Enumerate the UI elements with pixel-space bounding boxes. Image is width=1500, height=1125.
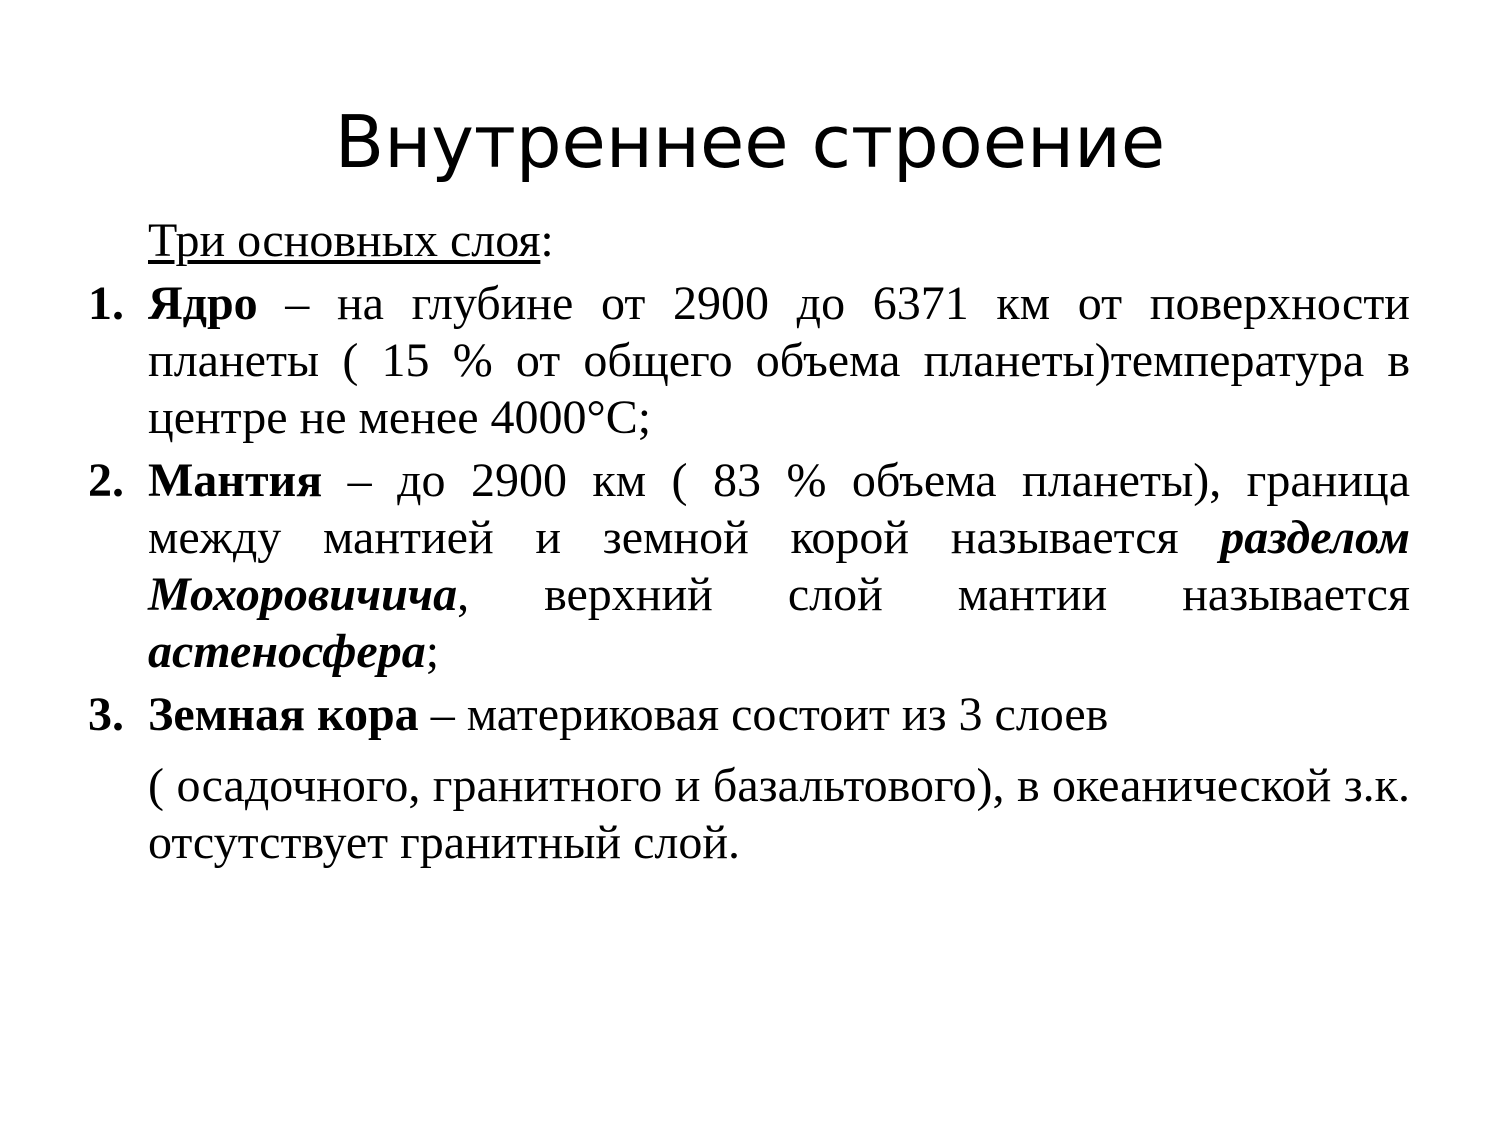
mantle-description: – до 2900 км ( 83 % объема планеты), граница между мантией и земной корой называется (148, 454, 1410, 564)
crust-description: – материковая состоит из 3 слоев (418, 688, 1109, 741)
list-item-core (88, 275, 1410, 446)
term-core: Ядро (148, 277, 258, 330)
intro-colon: : (540, 214, 554, 267)
term-crust: Земная кора (148, 688, 419, 741)
term-asthenosphere: астеносфера (148, 625, 426, 678)
list-item-crust (88, 686, 1410, 871)
slide-title: Внутреннее строение (334, 100, 1166, 184)
list-number: 3. (88, 688, 124, 741)
layers-list (88, 275, 1410, 871)
list-number: 1. (88, 277, 124, 330)
mantle-paragraph (148, 452, 1410, 680)
intro-line (88, 212, 1410, 269)
core-description: – на глубине от 2900 до 6371 км от поверхности планеты ( 15 % от общего объема планеты)температура в центре не менее 4000°С; (148, 277, 1410, 444)
crust-continuation: ( осадочного, гранитного и базальтового), в океанической з.к. отсутствует гранитный слой. (148, 759, 1410, 869)
core-paragraph (148, 275, 1410, 446)
crust-paragraph (148, 686, 1410, 743)
mantle-description-2: , верхний слой мантии называется (457, 568, 1410, 621)
term-moho: разделом Мохоровичича (148, 511, 1410, 621)
term-mantle: Мантия (148, 454, 323, 507)
slide-body (88, 212, 1410, 871)
mantle-description-3: ; (425, 625, 440, 678)
list-number: 2. (88, 454, 124, 507)
list-item-mantle (88, 452, 1410, 680)
intro-underlined-text: Три основных слоя (148, 214, 541, 267)
